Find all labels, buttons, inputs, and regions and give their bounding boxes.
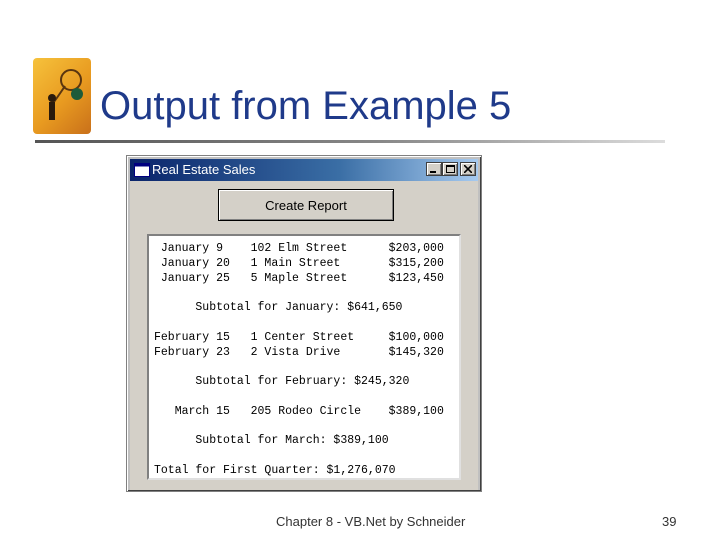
report-listbox[interactable]: [147, 234, 461, 480]
report-total: Total for First Quarter: $1,276,070: [154, 464, 396, 477]
report-line: January 25 5 Maple Street $123,450: [154, 272, 444, 285]
create-report-button[interactable]: Create Report: [218, 189, 394, 221]
report-line: February 15 1 Center Street $100,000: [154, 331, 444, 344]
maximize-button[interactable]: [442, 162, 458, 176]
report-subtotal: Subtotal for February: $245,320: [154, 375, 410, 388]
minimize-icon: [430, 165, 438, 173]
rope-climber-icon: [33, 58, 91, 134]
maximize-icon: [446, 165, 455, 173]
report-line: March 15 205 Rodeo Circle $389,100: [154, 405, 444, 418]
page-number: 39: [662, 514, 677, 529]
title-divider: [35, 140, 665, 143]
close-button[interactable]: [460, 162, 476, 176]
report-subtotal: Subtotal for March: $389,100: [154, 434, 389, 447]
slide-logo: [33, 58, 91, 134]
app-icon[interactable]: [134, 163, 150, 177]
window-title: Real Estate Sales: [152, 162, 256, 177]
report-line: February 23 2 Vista Drive $145,320: [154, 346, 444, 359]
window-titlebar[interactable]: [130, 159, 478, 181]
slide-footer: Chapter 8 - VB.Net by Schneider: [276, 514, 466, 529]
form-client-area: [130, 181, 478, 490]
report-subtotal: Subtotal for January: $641,650: [154, 301, 403, 314]
slide-title: Output from Example 5: [100, 84, 512, 128]
close-icon: [464, 165, 472, 173]
report-line: January 9 102 Elm Street $203,000: [154, 242, 444, 255]
app-window: [126, 155, 482, 492]
report-line: January 20 1 Main Street $315,200: [154, 257, 444, 270]
minimize-button[interactable]: [426, 162, 442, 176]
